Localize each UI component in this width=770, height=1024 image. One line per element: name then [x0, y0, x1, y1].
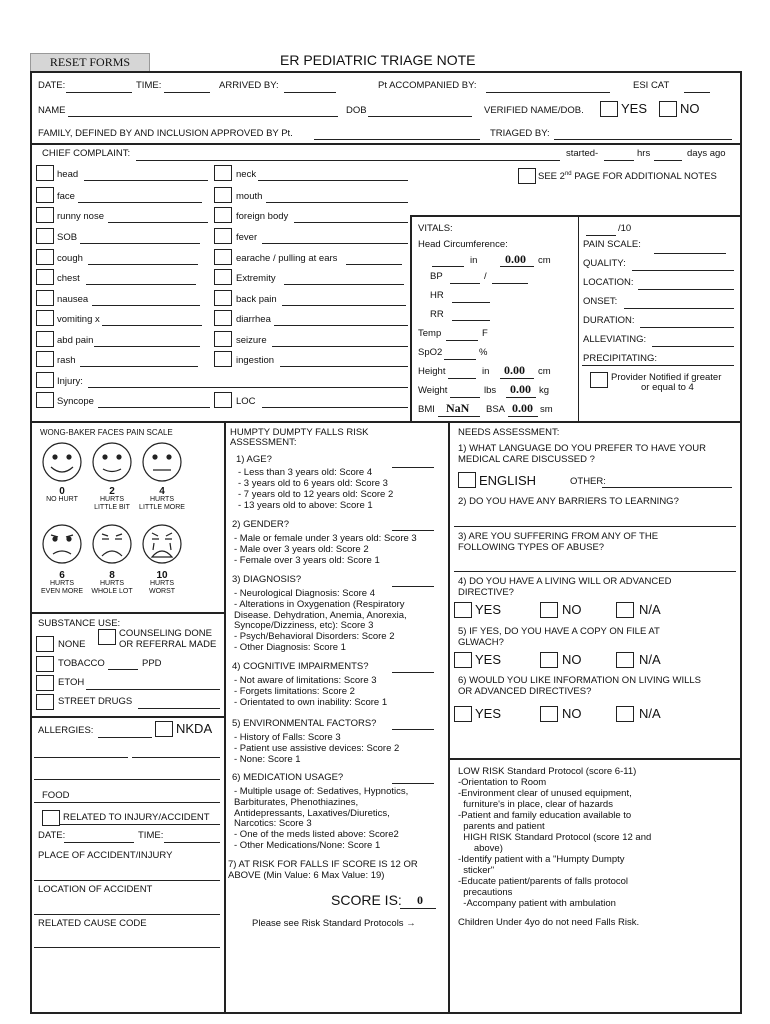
- diag-item-0: - Neurological Diagnosis: Score 4: [234, 588, 375, 599]
- complaint-left-label-7: vomiting x: [57, 314, 100, 325]
- gender-item-2: - Female over 3 years old: Score 1: [234, 555, 380, 566]
- alleviating-label: ALLEVIATING:: [583, 334, 647, 345]
- falls-medication-question: 6) MEDICATION USAGE?: [232, 772, 344, 783]
- verified-no-label: NO: [680, 101, 700, 116]
- complaint-left-checkbox-8[interactable]: [36, 331, 54, 347]
- head-circumference-label: Head Circumference:: [418, 239, 508, 250]
- q6-no-label: NO: [562, 706, 582, 721]
- protocol-line-2: -Environment clear of unused equipment,: [458, 788, 632, 799]
- injury-date-label: DATE:: [38, 830, 66, 841]
- at-risk-text-2: ABOVE (Min Value: 6 Max Value: 19): [228, 870, 385, 881]
- score-label: SCORE IS:: [331, 892, 402, 908]
- pain-ten-label: /10: [618, 223, 632, 234]
- complaint-right-label-4: earache / pulling at ears: [236, 253, 338, 264]
- complaint-left-checkbox-3[interactable]: [36, 228, 54, 244]
- falls-cognitive-question: 4) COGNITIVE IMPAIRMENTS?: [232, 661, 369, 672]
- complaint-left-label-6: nausea: [57, 294, 89, 305]
- age-item-1: - 3 years old to 6 years old: Score 3: [238, 478, 388, 489]
- date-label: DATE:: [38, 80, 66, 91]
- onset-label: ONSET:: [583, 296, 618, 307]
- bmi-label: BMI: [418, 404, 435, 415]
- verified-no-checkbox[interactable]: [659, 101, 677, 117]
- complaint-right-label-8: seizure: [236, 335, 267, 346]
- height-label: Height: [418, 366, 446, 377]
- hc-in-label: in: [470, 255, 478, 266]
- falls-gender-question: 2) GENDER?: [232, 519, 290, 530]
- q4-no-checkbox[interactable]: [540, 602, 558, 618]
- q6-na-checkbox[interactable]: [616, 706, 634, 722]
- food-label: FOOD: [42, 790, 70, 801]
- q6-yes-checkbox[interactable]: [454, 706, 472, 722]
- complaint-left-label-3: SOB: [57, 232, 78, 243]
- needs-q6-b: OR ADVANCED DIRECTIVES?: [458, 686, 592, 697]
- dob-label: DOB: [346, 105, 367, 116]
- q5-no-checkbox[interactable]: [540, 652, 558, 668]
- protocol-line-5: parents and patient: [458, 821, 545, 832]
- age-item-0: - Less than 3 years old: Score 4: [238, 467, 373, 478]
- wong-baker-title: WONG-BAKER FACES PAIN SCALE: [40, 428, 173, 437]
- complaint-left-checkbox-4[interactable]: [36, 249, 54, 265]
- at-risk-text: 7) AT RISK FOR FALLS IF SCORE IS 12 OR: [228, 859, 418, 870]
- duration-label: DURATION:: [583, 315, 635, 326]
- complaint-right-label-3: fever: [236, 232, 258, 243]
- face-label-4: 4 HURTS LITTLE MORE: [139, 486, 185, 511]
- score-value: 0: [417, 893, 423, 907]
- complaint-left-label-11: Syncope: [57, 396, 94, 407]
- provider-notified-checkbox[interactable]: [590, 372, 608, 388]
- needs-q2: 2) DO YOU HAVE ANY BARRIERS TO LEARNING?: [458, 496, 679, 507]
- med-item-3: Narcotics: Score 3: [234, 818, 312, 830]
- med-item-5: - Other Medications/None: Score 1: [234, 840, 381, 851]
- reset-forms-button[interactable]: RESET FORMS: [30, 53, 150, 72]
- protocol-line-10: -Educate patient/parents of falls protocol: [458, 876, 629, 887]
- complaint-left-checkbox-11[interactable]: [36, 392, 54, 408]
- falls-environment-question: 5) ENVIRONMENTAL FACTORS?: [232, 718, 377, 729]
- protocol-line-4: -Patient and family education available to: [458, 810, 632, 821]
- age-item-2: - 7 years old to 12 years old: Score 2: [238, 489, 394, 500]
- protocol-line-1: -Orientation to Room: [458, 777, 547, 788]
- needs-q5-b: GLWACH?: [458, 637, 504, 648]
- needs-q3-b: FOLLOWING TYPES OF ABUSE?: [458, 542, 605, 553]
- complaint-left-label-1: face: [57, 191, 75, 202]
- place-of-accident-label: PLACE OF ACCIDENT/INJURY: [38, 850, 173, 861]
- protocol-line-9: sticker": [458, 865, 495, 876]
- time-label: TIME:: [136, 80, 162, 91]
- street-drugs-checkbox[interactable]: [36, 694, 54, 710]
- protocol-line-11: precautions: [458, 887, 513, 898]
- med-item-1: Barbiturates, Phenothiazines,: [234, 796, 359, 808]
- falls-title: HUMPTY DUMPTY FALLS RISK: [230, 427, 369, 438]
- cog-item-0: - Not aware of limitations: Score 3: [234, 675, 377, 686]
- injury-time-label: TIME:: [138, 830, 164, 841]
- complaint-right-label-6: back pain: [236, 294, 277, 305]
- nkda-label: NKDA: [176, 721, 213, 736]
- bsa-sm-label: sm: [540, 404, 553, 415]
- face-label-0: 0 NO HURT: [46, 486, 78, 503]
- needs-q4-b: DIRECTIVE?: [458, 587, 514, 598]
- needs-q4: 4) DO YOU HAVE A LIVING WILL OR ADVANCED: [458, 576, 672, 587]
- falls-age-question: 1) AGE?: [236, 454, 272, 465]
- complaint-right-checkbox-3[interactable]: [214, 228, 232, 244]
- vitals-label: VITALS:: [418, 223, 453, 234]
- etoh-checkbox[interactable]: [36, 675, 54, 691]
- hc-value: 0.00: [505, 252, 526, 266]
- complaint-right-label-5: Extremity: [236, 273, 276, 284]
- see-protocols-link[interactable]: Please see Risk Standard Protocols →: [252, 918, 416, 929]
- complaint-left-checkbox-6[interactable]: [36, 290, 54, 306]
- complaint-right-label-1: mouth: [236, 191, 263, 202]
- age-item-3: - 13 years old to above: Score 1: [238, 500, 373, 511]
- needs-q5: 5) IF YES, DO YOU HAVE A COPY ON FILE AT: [458, 626, 660, 637]
- needs-q6: 6) WOULD YOU LIKE INFORMATION ON LIVING WILLS: [458, 675, 701, 686]
- complaint-right-checkbox-0[interactable]: [214, 165, 232, 181]
- protocol-line-8: -Identify patient with a "Humpty Dumpty: [458, 854, 625, 865]
- complaint-left-label-4: cough: [57, 253, 83, 264]
- bsa-label: BSA: [486, 404, 506, 415]
- complaint-left-checkbox-10[interactable]: [36, 372, 54, 388]
- needs-q1-b: MEDICAL CARE DISCUSSED ?: [458, 454, 595, 465]
- q6-na-label: N/A: [639, 706, 661, 721]
- counseling-checkbox[interactable]: [98, 629, 116, 645]
- referral-label: OR REFERRAL MADE: [119, 639, 217, 650]
- complaint-right-label-9: ingestion: [236, 355, 275, 366]
- rr-label: RR: [430, 309, 444, 320]
- weight-value: 0.00: [510, 382, 531, 396]
- temp-f-label: F: [482, 328, 488, 339]
- form-title: ER PEDIATRIC TRIAGE NOTE: [280, 52, 476, 68]
- temp-label: Temp: [418, 328, 442, 339]
- complaint-left-checkbox-9[interactable]: [36, 351, 54, 367]
- english-checkbox[interactable]: [458, 472, 476, 488]
- complaint-right-checkbox-1[interactable]: [214, 187, 232, 203]
- complaint-left-checkbox-2[interactable]: [36, 207, 54, 223]
- q5-na-label: N/A: [639, 652, 661, 667]
- verified-yes-checkbox[interactable]: [600, 101, 618, 117]
- children-note: Children Under 4yo do not need Falls Risk.: [458, 917, 640, 928]
- protocol-line-3: furniture's in place, clear of hazards: [458, 799, 613, 810]
- bmi-value: NaN: [446, 401, 470, 415]
- location-label: LOCATION:: [583, 277, 634, 288]
- street-drugs-label: STREET DRUGS: [58, 696, 133, 707]
- allergies-label: ALLERGIES:: [38, 725, 94, 736]
- spo2-pct-label: %: [479, 347, 488, 358]
- hc-cm-label: cm: [538, 255, 551, 266]
- chief-complaint-label: CHIEF COMPLAINT:: [42, 148, 131, 159]
- q5-yes-label: YES: [475, 652, 502, 667]
- q5-na-checkbox[interactable]: [616, 652, 634, 668]
- nkda-checkbox[interactable]: [155, 721, 173, 737]
- counseling-label: COUNSELING DONE: [119, 628, 212, 639]
- protocol-line-6: HIGH RISK Standard Protocol (score 12 and: [458, 832, 652, 843]
- complaint-left-label-0: head: [57, 169, 79, 180]
- q4-na-checkbox[interactable]: [616, 602, 634, 618]
- diag-item-2: Disease. Dehydration, Anemia, Anorexia,: [234, 609, 407, 621]
- complaint-left-checkbox-1[interactable]: [36, 187, 54, 203]
- cog-item-2: - Orientated to own inability: Score 1: [234, 697, 388, 708]
- complaint-right-checkbox-9[interactable]: [214, 351, 232, 367]
- complaint-left-label-5: chest: [57, 273, 80, 284]
- q5-yes-checkbox[interactable]: [454, 652, 472, 668]
- other-language-label: OTHER:: [570, 476, 606, 487]
- med-item-4: - One of the meds listed above: Score2: [234, 829, 399, 841]
- injury-related-label: RELATED TO INJURY/ACCIDENT: [63, 812, 210, 823]
- pain-scale-label: PAIN SCALE:: [583, 239, 641, 250]
- complaint-right-checkbox-10[interactable]: [214, 392, 232, 408]
- q4-yes-checkbox[interactable]: [454, 602, 472, 618]
- complaint-right-label-7: diarrhea: [236, 314, 271, 325]
- med-item-2: Antidepressants, Laxatives/Diuretics,: [234, 807, 390, 819]
- esi-cat-label: ESI CAT: [633, 80, 670, 91]
- started-label: started-: [566, 148, 599, 159]
- complaint-right-label-2: foreign body: [236, 211, 289, 222]
- bsa-value: 0.00: [512, 401, 533, 415]
- provider-notified-label: Provider Notified if greater: [611, 372, 722, 383]
- env-item-1: - Patient use assistive devices: Score 2: [234, 743, 400, 754]
- complaint-right-checkbox-4[interactable]: [214, 249, 232, 265]
- diag-item-5: - Other Diagnosis: Score 1: [234, 642, 346, 653]
- complaint-right-checkbox-7[interactable]: [214, 310, 232, 326]
- see-page-2-checkbox[interactable]: [518, 168, 536, 184]
- quality-label: QUALITY:: [583, 258, 626, 269]
- related-cause-code-label: RELATED CAUSE CODE: [38, 918, 147, 929]
- complaint-left-label-10: Injury:: [57, 376, 83, 387]
- needs-assessment-label: NEEDS ASSESSMENT:: [458, 427, 560, 438]
- tobacco-checkbox[interactable]: [36, 656, 54, 672]
- complaint-right-label-0: neck: [236, 169, 257, 180]
- bp-slash: /: [484, 271, 487, 282]
- complaint-left-checkbox-7[interactable]: [36, 310, 54, 326]
- precipitating-label: PRECIPITATING:: [583, 353, 658, 364]
- q4-yes-label: YES: [475, 602, 502, 617]
- complaint-left-label-8: abd pain: [57, 335, 94, 346]
- provider-notified-label-2: or equal to 4: [641, 382, 694, 393]
- verified-label: VERIFIED NAME/DOB.: [484, 105, 584, 116]
- complaint-right-checkbox-8[interactable]: [214, 331, 232, 347]
- protocol-line-0: LOW RISK Standard Protocol (score 6-11): [458, 766, 637, 777]
- spo2-label: SpO2: [418, 347, 443, 358]
- days-ago-label: days ago: [687, 148, 726, 159]
- none-checkbox[interactable]: [36, 636, 54, 652]
- protocol-line-7: above): [458, 843, 503, 854]
- face-label-6: 6 HURTS EVEN MORE: [40, 570, 83, 595]
- family-label: FAMILY, DEFINED BY AND INCLUSION APPROVED BY Pt.: [38, 128, 293, 139]
- q6-no-checkbox[interactable]: [540, 706, 558, 722]
- ppd-label: PPD: [142, 658, 162, 669]
- name-label: NAME: [38, 105, 66, 116]
- face-label-2: 2 HURTS LITTLE BIT: [94, 486, 130, 511]
- q6-yes-label: YES: [475, 706, 502, 721]
- bp-label: BP: [430, 271, 443, 282]
- q4-na-label: N/A: [639, 602, 661, 617]
- falls-diagnosis-question: 3) DIAGNOSIS?: [232, 574, 302, 585]
- needs-q1: 1) WHAT LANGUAGE DO YOU PREFER TO HAVE YOUR: [458, 443, 706, 454]
- gender-item-1: - Male over 3 years old: Score 2: [234, 544, 369, 555]
- triaged-by-label: TRIAGED BY:: [490, 128, 550, 139]
- protocol-line-12: -Accompany patient with ambulation: [458, 898, 616, 909]
- cog-item-1: - Forgets limitations: Score 2: [234, 686, 355, 697]
- complaint-left-checkbox-5[interactable]: [36, 269, 54, 285]
- complaint-right-checkbox-2[interactable]: [214, 207, 232, 223]
- tobacco-label: TOBACCO: [58, 658, 105, 669]
- injury-related-checkbox[interactable]: [42, 810, 60, 826]
- height-cm-label: cm: [538, 366, 551, 377]
- gender-item-0: - Male or female under 3 years old: Score 3: [234, 533, 417, 544]
- complaint-left-checkbox-0[interactable]: [36, 165, 54, 181]
- med-item-0: - Multiple usage of: Sedatives, Hypnotics,: [234, 786, 409, 797]
- diag-item-3: Syncope/Dizziness, etc): Score 3: [234, 620, 374, 632]
- none-label: NONE: [58, 639, 86, 650]
- hr-label: HR: [430, 290, 444, 301]
- q5-no-label: NO: [562, 652, 582, 667]
- complaint-right-checkbox-6[interactable]: [214, 290, 232, 306]
- height-value: 0.00: [504, 363, 525, 377]
- complaint-right-label-10: LOC: [236, 396, 256, 407]
- complaint-right-checkbox-5[interactable]: [214, 269, 232, 285]
- verified-yes-label: YES: [621, 101, 648, 116]
- substance-use-label: SUBSTANCE USE:: [38, 618, 121, 629]
- diag-item-1: - Alterations in Oxygenation (Respiratory: [234, 598, 405, 610]
- arrived-by-label: ARRIVED BY:: [219, 80, 279, 91]
- falls-title-2: ASSESSMENT:: [230, 437, 297, 448]
- etoh-label: ETOH: [58, 677, 85, 688]
- hrs-label: hrs: [637, 148, 651, 159]
- weight-label: Weight: [418, 385, 448, 396]
- see-page-2-label: SEE 2nd PAGE FOR ADDITIONAL NOTES: [538, 171, 717, 183]
- face-label-10: 10 HURTS WORST: [148, 570, 176, 595]
- needs-q3: 3) ARE YOU SUFFERING FROM ANY OF THE: [458, 531, 659, 542]
- height-in-label: in: [482, 366, 490, 377]
- weight-kg-label: kg: [539, 385, 550, 396]
- complaint-left-label-9: rash: [57, 355, 76, 366]
- env-item-0: - History of Falls: Score 3: [234, 732, 341, 743]
- accompanied-by-label: Pt ACCOMPANIED BY:: [378, 80, 477, 91]
- env-item-2: - None: Score 1: [234, 754, 301, 765]
- face-label-8: 8 HURTS WHOLE LOT: [91, 570, 133, 595]
- diag-item-4: - Psych/Behavioral Disorders: Score 2: [234, 631, 395, 643]
- q4-no-label: NO: [562, 602, 582, 617]
- location-of-accident-label: LOCATION OF ACCIDENT: [38, 884, 153, 895]
- complaint-left-label-2: runny nose: [57, 211, 105, 222]
- weight-lbs-label: lbs: [484, 385, 497, 396]
- english-label: ENGLISH: [479, 473, 537, 488]
